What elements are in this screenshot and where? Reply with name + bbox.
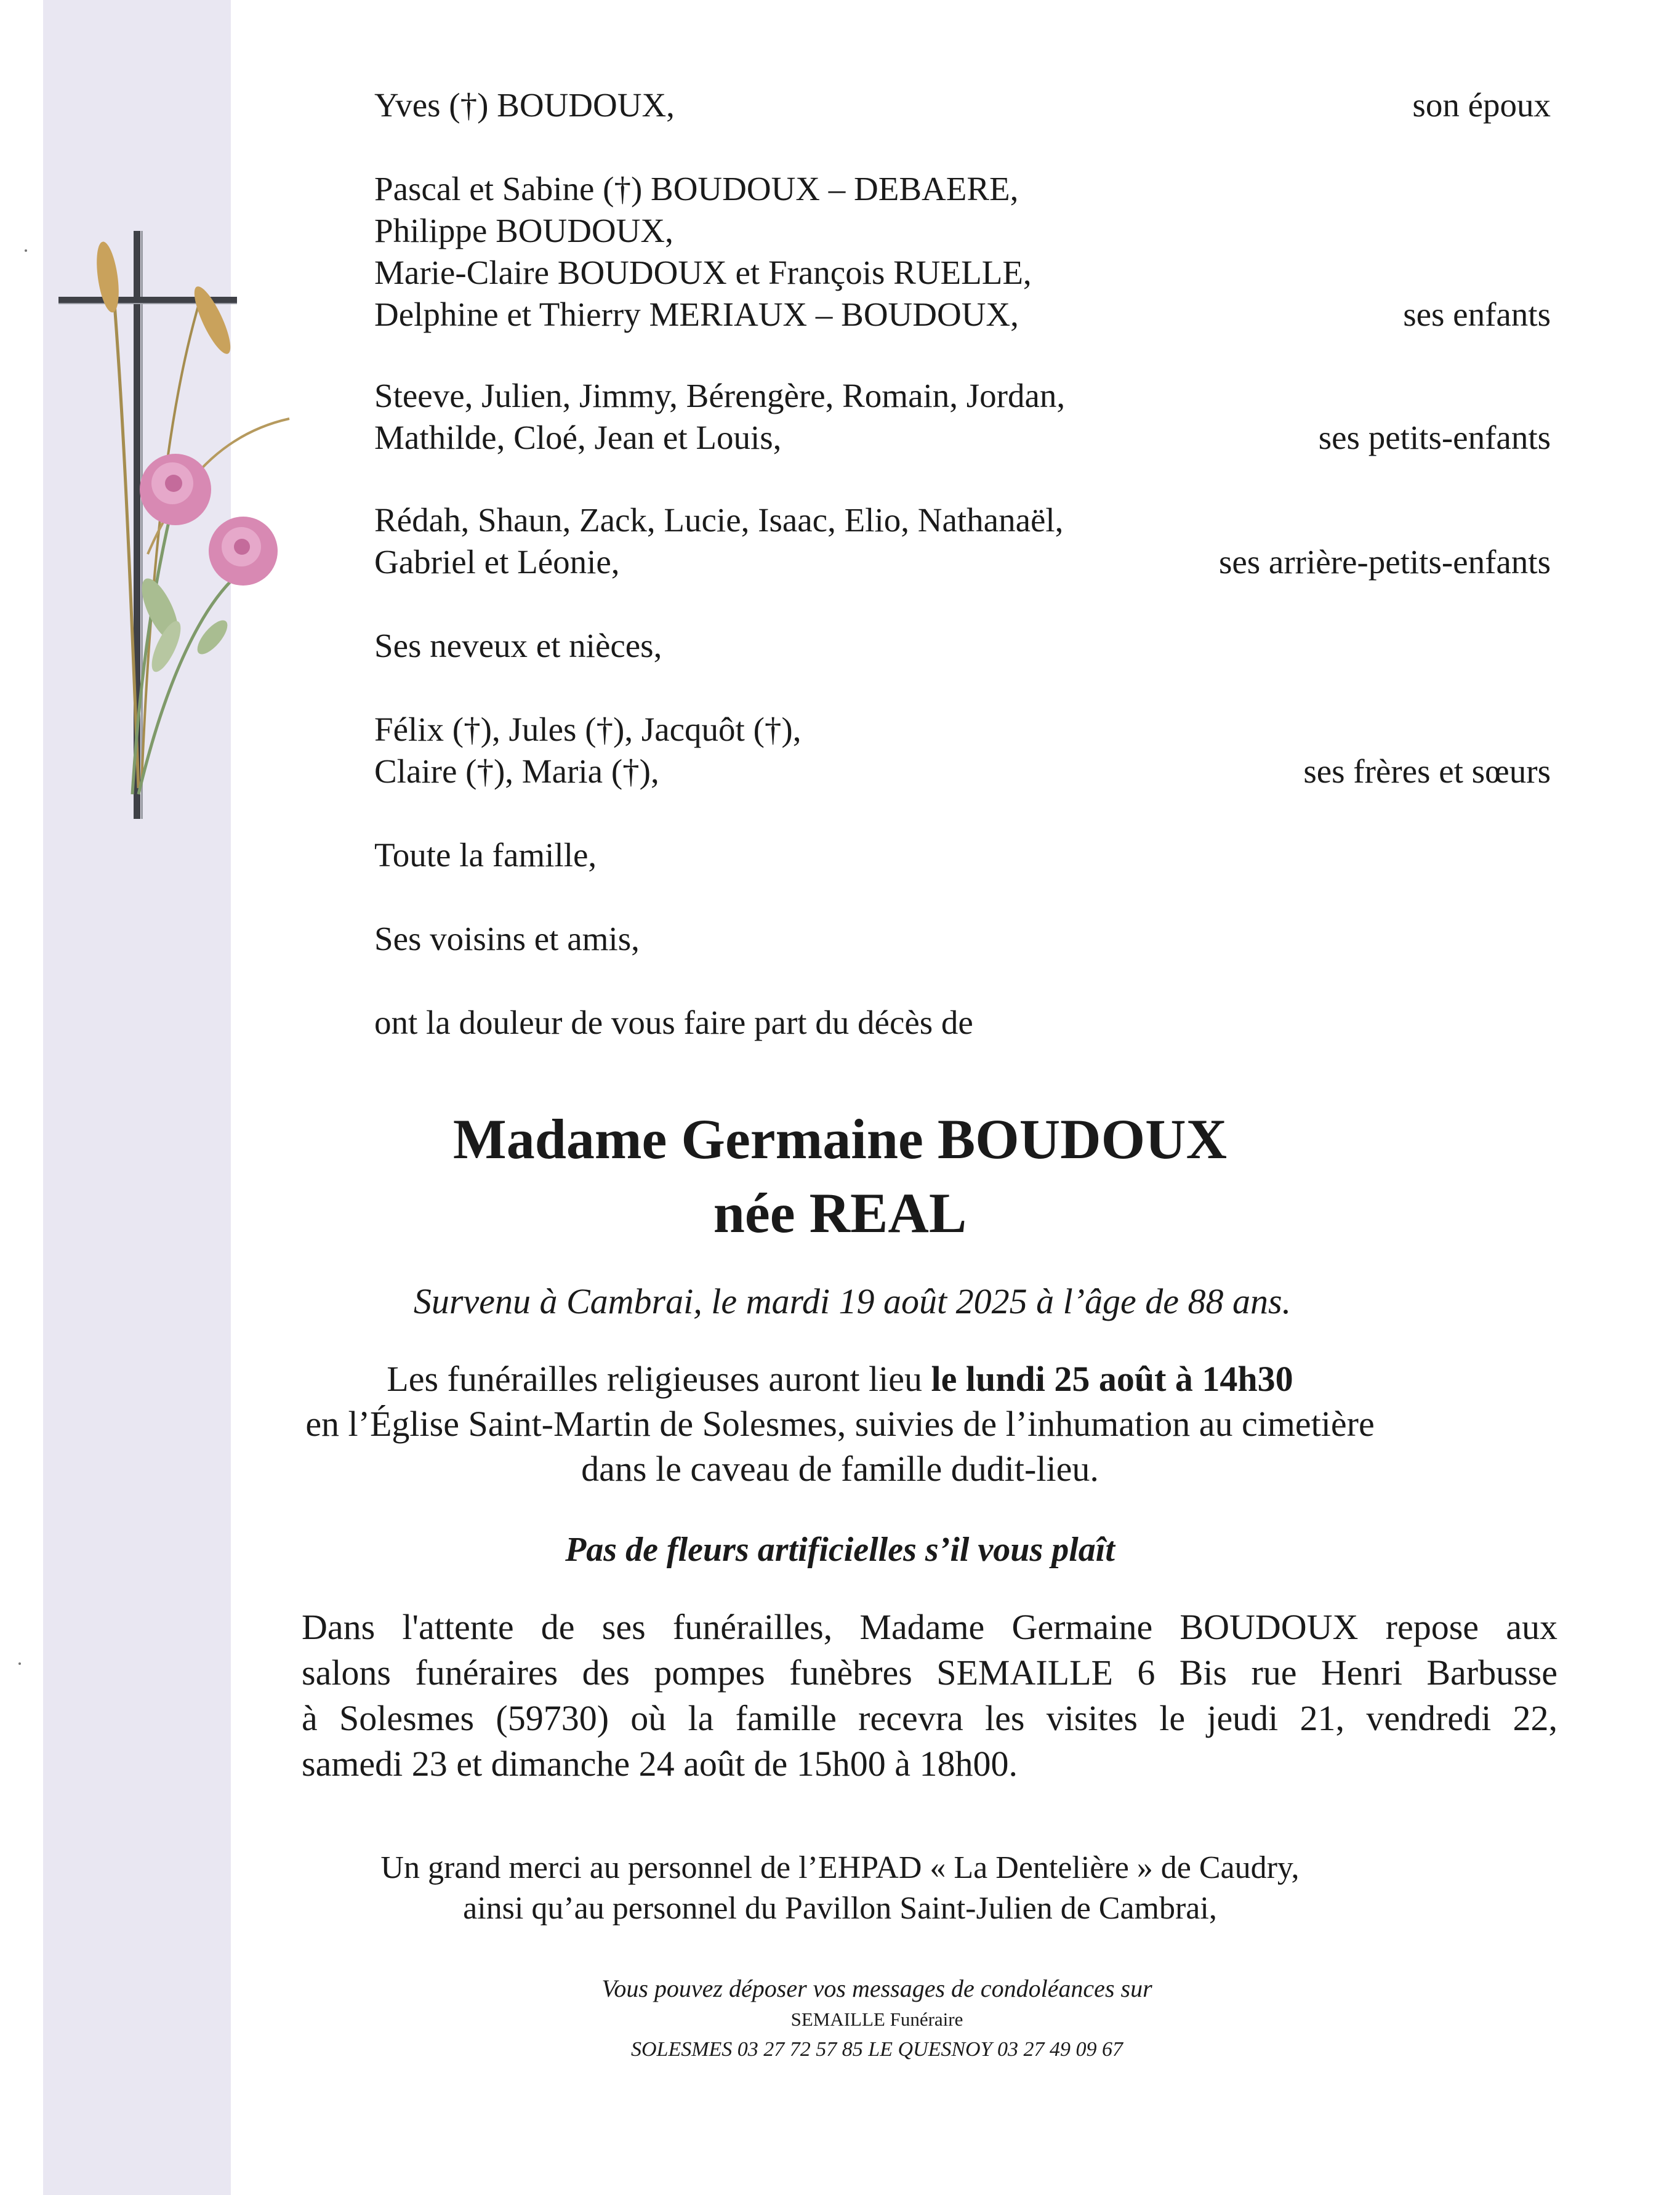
family-line: Delphine et Thierry MERIAUX – BOUDOUX, bbox=[374, 296, 1019, 333]
funeral-date: le lundi 25 août à 14h30 bbox=[931, 1359, 1293, 1399]
family-entry-great-grandchildren bbox=[374, 499, 1063, 583]
announcement-intro bbox=[374, 1002, 973, 1044]
visitation-line: à Solesmes (59730) où la famille recevra les visites le jeudi 21, vendredi 22, bbox=[302, 1698, 1557, 1738]
relation-label: son époux bbox=[1412, 86, 1551, 124]
family-line: Pascal et Sabine (†) BOUDOUX – DEBAERE, bbox=[374, 170, 1019, 207]
family-entry-family bbox=[374, 834, 597, 876]
family-line: Rédah, Shaun, Zack, Lucie, Isaac, Elio, Nathanaël, bbox=[374, 501, 1064, 539]
family-line: Ses neveux et nièces, bbox=[374, 627, 662, 664]
visitation-line: Dans l'attente de ses funérailles, Madame Germaine BOUDOUX repose aux bbox=[302, 1607, 1557, 1647]
relation-label: ses arrière-petits-enfants bbox=[1218, 543, 1551, 581]
thanks-line-1: Un grand merci au personnel de l’EHPAD « La Dentelière » de Caudry, bbox=[380, 1850, 1300, 1885]
condolences-note: Vous pouvez déposer vos messages de condoléances sur bbox=[601, 1975, 1152, 2002]
family-line: Félix (†), Jules (†), Jacquôt (†), bbox=[374, 711, 802, 748]
family-entry-spouse bbox=[374, 84, 675, 126]
visitation-line: samedi 23 et dimanche 24 août de 15h00 à 18h00. bbox=[302, 1744, 1018, 1784]
scan-speck bbox=[18, 1662, 21, 1665]
deceased-maiden-name: née REAL bbox=[713, 1182, 967, 1244]
family-line: Yves (†) BOUDOUX, bbox=[374, 86, 675, 124]
family-line: Philippe BOUDOUX, bbox=[374, 212, 673, 249]
family-line: Ses voisins et amis, bbox=[374, 920, 640, 957]
thanks-line-2: ainsi qu’au personnel du Pavillon Saint-Julien de Cambrai, bbox=[463, 1891, 1217, 1926]
funeral-line-1 bbox=[0, 1356, 1680, 1401]
company-phones: SOLESMES 03 27 72 57 85 LE QUESNOY 03 27 49 09 67 bbox=[630, 2038, 1123, 2061]
family-line: ont la douleur de vous faire part du décès de bbox=[374, 1004, 973, 1041]
family-entry-nephews bbox=[374, 625, 662, 667]
death-details: Survenu à Cambrai, le mardi 19 août 2025 à l’âge de 88 ans. bbox=[413, 1281, 1292, 1321]
relation-label: ses frères et sœurs bbox=[1303, 752, 1551, 790]
visitation-line: salons funéraires des pompes funèbres SEMAILLE 6 Bis rue Henri Barbusse bbox=[302, 1653, 1557, 1693]
family-line: Mathilde, Cloé, Jean et Louis, bbox=[374, 419, 782, 456]
funeral-line-2: en l’Église Saint-Martin de Solesmes, suivies de l’inhumation au cimetière bbox=[305, 1404, 1375, 1444]
family-entry-children bbox=[374, 168, 1032, 336]
family-line: Gabriel et Léonie, bbox=[374, 543, 620, 581]
relation-label: ses petits-enfants bbox=[1318, 419, 1551, 456]
family-entry-friends bbox=[374, 918, 640, 960]
no-flowers-notice: Pas de fleurs artificielles s’il vous plaît bbox=[565, 1531, 1115, 1569]
relation-label: ses enfants bbox=[1403, 296, 1551, 333]
family-line: Marie-Claire BOUDOUX et François RUELLE, bbox=[374, 254, 1032, 291]
visitation-paragraph bbox=[302, 1605, 1557, 1787]
family-line: Toute la famille, bbox=[374, 836, 597, 874]
family-entry-siblings bbox=[374, 709, 801, 792]
scan-speck bbox=[25, 249, 27, 252]
funeral-company: SEMAILLE Funéraire bbox=[790, 2008, 963, 2030]
funeral-text: Les funérailles religieuses auront lieu bbox=[387, 1359, 931, 1399]
funeral-line-3: dans le caveau de famille dudit-lieu. bbox=[581, 1449, 1099, 1489]
family-line: Claire (†), Maria (†), bbox=[374, 752, 659, 790]
family-entry-grandchildren bbox=[374, 375, 1065, 459]
deceased-name: Madame Germaine BOUDOUX bbox=[452, 1108, 1228, 1170]
family-line: Steeve, Julien, Jimmy, Bérengère, Romain, Jordan, bbox=[374, 377, 1066, 414]
cross-roses-wheat-icon bbox=[0, 0, 295, 862]
